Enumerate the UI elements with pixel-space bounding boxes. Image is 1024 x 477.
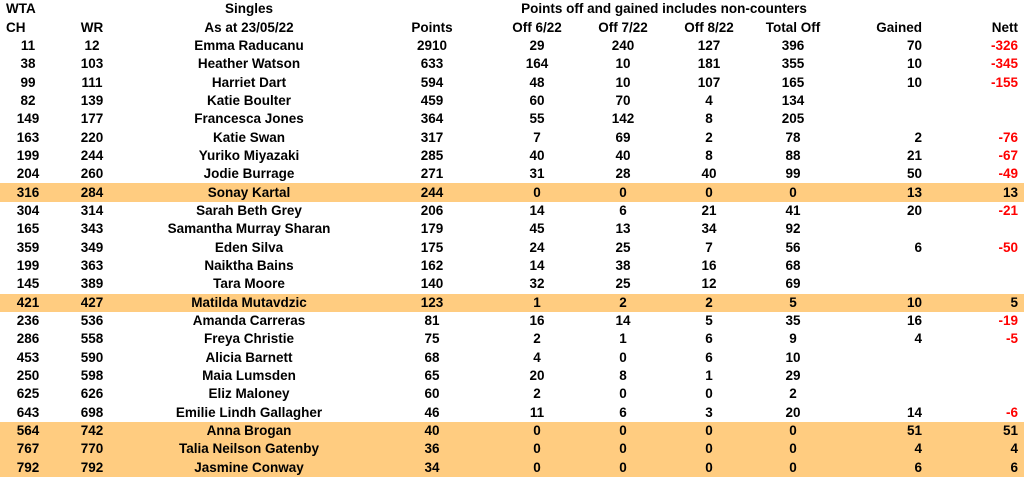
ch-cell: 316 [0,183,56,201]
total-off-cell: 41 [785,202,801,218]
wr-cell: 284 [56,183,128,201]
table-row [0,147,1024,165]
off-6-22-cell: 0 [494,440,580,458]
table-row [0,275,1024,293]
points-cell: 244 [370,183,494,201]
off-7-22-cell: 13 [615,221,631,237]
gained-cell: 10 [906,74,923,90]
player-name: Talia Neilson Gatenby [128,440,370,458]
gained-cell [834,275,930,293]
ch-cell: 11 [20,37,36,53]
ch-cell: 38 [20,56,36,72]
ch-cell: 149 [16,111,40,127]
off-7-22-cell: 25 [615,239,631,255]
player-name: Eden Silva [214,239,284,255]
table-row [0,110,1024,128]
points-cell: 81 [424,313,440,329]
points-cell: 123 [370,294,494,312]
table-row [0,459,1024,477]
nett-cell [930,349,1024,367]
nett-cell: -6 [1006,404,1019,420]
ch-cell: 199 [16,257,40,273]
total-off-cell: 5 [752,294,834,312]
off-7-22-cell: 0 [580,183,666,201]
wr-cell: 314 [80,202,104,218]
total-off-cell: 2 [789,386,797,402]
points-cell: 60 [424,386,440,402]
gained-cell [834,385,930,403]
off-7-22-cell: 8 [619,368,627,384]
table-row [0,55,1024,73]
player-name: Samantha Murray Sharan [167,221,331,237]
off-8-22-cell: 0 [666,440,752,458]
player-name: Anna Brogan [128,422,370,440]
points-cell: 271 [420,166,444,182]
off-6-22-cell: 60 [529,92,545,108]
ch-cell: 453 [16,349,40,365]
off-8-22-cell: 16 [701,257,717,273]
wr-cell: 389 [80,276,104,292]
player-name: Sonay Kartal [128,183,370,201]
table-row [0,202,1024,220]
off-7-22-cell: 142 [611,111,635,127]
player-name: Katie Swan [212,129,286,145]
off-8-22-cell: 40 [701,166,717,182]
nett-cell: 13 [930,183,1024,201]
off-7-22-cell: 2 [580,294,666,312]
off-8-22-cell: 8 [705,111,713,127]
header-singles: Singles [224,1,273,17]
player-name: Maia Lumsden [202,368,296,384]
wr-cell: 139 [80,92,104,108]
gained-cell [834,367,930,385]
points-cell: 75 [424,331,440,347]
table-row [0,238,1024,256]
nett-cell: -326 [990,37,1019,53]
ch-cell: 199 [16,147,40,163]
player-name: Jasmine Conway [128,459,370,477]
points-cell: 162 [420,257,444,273]
off-8-22-cell: 12 [701,276,717,292]
header-nett: Nett [991,19,1019,35]
table-row [0,440,1024,458]
total-off-cell: 9 [789,331,797,347]
table-row [0,220,1024,238]
off-6-22-cell: 31 [529,166,545,182]
header-gained: Gained [876,19,923,35]
total-off-cell: 396 [781,37,805,53]
off-7-22-cell: 40 [615,147,631,163]
total-off-cell: 78 [785,129,801,145]
total-off-cell: 69 [785,276,801,292]
header-points-note: Points off and gained includes non-counters [521,1,807,17]
player-name: Alicia Barnett [205,349,293,365]
wr-cell: 770 [56,440,128,458]
points-cell: 36 [370,440,494,458]
points-cell: 364 [420,111,444,127]
gained-cell: 13 [834,183,930,201]
off-6-22-cell: 32 [529,276,545,292]
table-row [0,385,1024,403]
ch-cell: 236 [16,313,40,329]
header-ch: CH [6,19,26,35]
player-name: Emma Raducanu [194,37,304,53]
off-6-22-cell: 0 [494,459,580,477]
total-off-cell: 0 [752,183,834,201]
off-6-22-cell: 4 [533,349,541,365]
total-off-cell: 29 [785,368,801,384]
off-7-22-cell: 6 [619,202,627,218]
off-7-22-cell: 6 [619,404,627,420]
off-6-22-cell: 0 [494,422,580,440]
gained-cell: 4 [834,440,930,458]
ch-cell: 145 [16,276,40,292]
total-off-cell: 10 [785,349,801,365]
nett-cell: -5 [1006,331,1019,347]
ch-cell: 250 [16,368,40,384]
off-8-22-cell: 21 [701,202,717,218]
total-off-cell: 0 [752,440,834,458]
total-off-cell: 355 [781,56,805,72]
wr-cell: 260 [80,166,104,182]
off-7-22-cell: 69 [615,129,631,145]
gained-cell: 6 [834,459,930,477]
off-8-22-cell: 0 [666,459,752,477]
ch-cell: 359 [16,239,40,255]
gained-cell: 20 [906,202,923,218]
off-8-22-cell: 4 [705,92,713,108]
header-off-6-22: Off 6/22 [512,19,562,35]
nett-cell: -76 [998,129,1019,145]
points-cell: 65 [424,368,440,384]
nett-cell [930,367,1024,385]
nett-cell [930,220,1024,238]
ch-cell: 286 [16,331,40,347]
player-name: Katie Boulter [206,92,291,108]
gained-cell [834,257,930,275]
off-8-22-cell: 2 [666,294,752,312]
table-row [0,165,1024,183]
player-name: Emilie Lindh Gallagher [175,404,323,420]
points-cell: 2910 [416,37,448,53]
points-cell: 179 [420,221,444,237]
table-row [0,92,1024,110]
header-row-top [0,0,1024,18]
nett-cell: -19 [998,313,1019,329]
off-6-22-cell: 24 [529,239,545,255]
off-6-22-cell: 40 [529,147,545,163]
gained-cell: 10 [834,294,930,312]
table-row [0,312,1024,330]
ch-cell: 99 [20,74,36,90]
off-8-22-cell: 3 [705,404,713,420]
nett-cell: 5 [930,294,1024,312]
gained-cell [834,349,930,367]
total-off-cell: 35 [785,313,801,329]
table-row [0,367,1024,385]
points-cell: 285 [420,147,444,163]
total-off-cell: 56 [785,239,801,255]
wr-cell: 698 [80,404,104,420]
off-8-22-cell: 1 [705,368,713,384]
wr-cell: 598 [80,368,104,384]
wr-cell: 349 [80,239,104,255]
total-off-cell: 68 [785,257,801,273]
off-8-22-cell: 7 [705,239,713,255]
wr-cell: 742 [56,422,128,440]
off-7-22-cell: 14 [615,313,631,329]
off-7-22-cell: 1 [619,331,627,347]
wr-cell: 536 [80,313,104,329]
off-7-22-cell: 0 [580,459,666,477]
header-wta: WTA [6,1,36,17]
gained-cell: 14 [906,404,923,420]
total-off-cell: 205 [781,111,805,127]
off-7-22-cell: 10 [615,74,631,90]
header-points: Points [411,19,453,35]
player-name: Tara Moore [213,276,285,292]
header-off-7-22: Off 7/22 [598,19,648,35]
off-7-22-cell: 28 [615,166,631,182]
off-7-22-cell: 25 [615,276,631,292]
ch-cell: 643 [16,404,40,420]
off-8-22-cell: 181 [697,56,721,72]
wr-cell: 558 [80,331,104,347]
off-8-22-cell: 0 [666,183,752,201]
header-off-8-22: Off 8/22 [684,19,734,35]
table-row [0,294,1024,312]
player-name: Eliz Maloney [208,386,290,402]
nett-cell: -50 [998,239,1019,255]
ch-cell: 82 [20,92,36,108]
off-6-22-cell: 2 [533,386,541,402]
off-6-22-cell: 45 [529,221,545,237]
player-name: Freya Christie [203,331,295,347]
player-name: Matilda Mutavdzic [128,294,370,312]
off-6-22-cell: 1 [494,294,580,312]
wr-cell: 111 [81,74,103,90]
ch-cell: 792 [0,459,56,477]
ch-cell: 165 [16,221,40,237]
gained-cell: 50 [906,166,923,182]
wr-cell: 220 [80,129,104,145]
ch-cell: 204 [16,166,40,182]
total-off-cell: 0 [752,459,834,477]
nett-cell [930,110,1024,128]
nett-cell: 4 [930,440,1024,458]
off-6-22-cell: 2 [533,331,541,347]
player-name: Jodie Burrage [203,166,295,182]
ch-cell: 163 [16,129,40,145]
points-cell: 34 [370,459,494,477]
nett-cell: 6 [930,459,1024,477]
gained-cell [834,110,930,128]
nett-cell: -49 [998,166,1019,182]
off-7-22-cell: 0 [580,422,666,440]
table-row [0,183,1024,201]
table-row [0,422,1024,440]
off-8-22-cell: 6 [705,331,713,347]
off-8-22-cell: 8 [705,147,713,163]
wr-cell: 103 [80,56,104,72]
off-8-22-cell: 34 [701,221,717,237]
points-cell: 68 [424,349,440,365]
wr-cell: 363 [80,257,104,273]
header-wr: WR [80,19,104,35]
player-name: Francesca Jones [194,111,304,127]
points-cell: 40 [370,422,494,440]
header-total-off: Total Off [765,19,821,35]
player-name: Amanda Carreras [192,313,306,329]
wr-cell: 244 [80,147,104,163]
off-6-22-cell: 164 [525,56,549,72]
wr-cell: 12 [84,37,100,53]
wr-cell: 343 [80,221,104,237]
gained-cell [834,220,930,238]
gained-cell: 2 [914,129,923,145]
total-off-cell: 20 [785,404,801,420]
off-6-22-cell: 29 [529,37,545,53]
player-name: Yuriko Miyazaki [198,147,300,163]
gained-cell: 70 [906,37,923,53]
nett-cell [930,92,1024,110]
nett-cell: -155 [990,74,1019,90]
off-7-22-cell: 10 [615,56,631,72]
ch-cell: 767 [0,440,56,458]
gained-cell [834,92,930,110]
table-row [0,404,1024,422]
ch-cell: 421 [0,294,56,312]
player-name: Harriet Dart [211,74,287,90]
wr-cell: 626 [80,386,104,402]
player-name: Naiktha Bains [204,257,294,273]
off-8-22-cell: 127 [697,37,721,53]
points-cell: 175 [420,239,444,255]
off-7-22-cell: 240 [611,37,635,53]
table-row [0,330,1024,348]
table-row [0,257,1024,275]
off-8-22-cell: 0 [705,386,713,402]
table-row [0,128,1024,146]
nett-cell: -67 [998,147,1019,163]
off-6-22-cell: 14 [529,202,545,218]
gained-cell: 51 [834,422,930,440]
total-off-cell: 99 [785,166,801,182]
ch-cell: 564 [0,422,56,440]
off-6-22-cell: 48 [529,74,545,90]
off-7-22-cell: 0 [619,349,627,365]
points-cell: 206 [420,202,444,218]
gained-cell: 16 [906,313,923,329]
off-6-22-cell: 14 [529,257,545,273]
table-row [0,73,1024,91]
player-name: Heather Watson [197,56,301,72]
nett-cell [930,275,1024,293]
gained-cell: 10 [906,56,923,72]
nett-cell [930,257,1024,275]
wr-cell: 427 [56,294,128,312]
gained-cell: 4 [914,331,923,347]
total-off-cell: 92 [785,221,801,237]
points-cell: 46 [424,404,440,420]
header-row-columns [0,18,1024,36]
off-8-22-cell: 6 [705,349,713,365]
off-7-22-cell: 70 [615,92,631,108]
ch-cell: 625 [16,386,40,402]
off-6-22-cell: 55 [529,111,545,127]
points-cell: 317 [420,129,444,145]
off-6-22-cell: 16 [529,313,545,329]
wr-cell: 792 [56,459,128,477]
total-off-cell: 134 [781,92,805,108]
table-row [0,349,1024,367]
nett-cell [930,385,1024,403]
total-off-cell: 165 [781,74,805,90]
nett-cell: 51 [930,422,1024,440]
off-7-22-cell: 0 [619,386,627,402]
header-as-at: As at 23/05/22 [204,19,294,35]
wr-cell: 177 [80,111,104,127]
off-8-22-cell: 5 [705,313,713,329]
nett-cell: -21 [998,202,1019,218]
total-off-cell: 0 [752,422,834,440]
points-cell: 140 [420,276,444,292]
points-cell: 633 [420,56,444,72]
wr-cell: 590 [80,349,104,365]
total-off-cell: 88 [785,147,801,163]
off-6-22-cell: 7 [533,129,541,145]
off-6-22-cell: 11 [529,404,545,420]
gained-cell: 6 [914,239,923,255]
off-8-22-cell: 2 [705,129,713,145]
gained-cell: 21 [906,147,923,163]
table-row [0,37,1024,55]
off-8-22-cell: 0 [666,422,752,440]
player-rows [0,37,1024,477]
off-8-22-cell: 107 [697,74,721,90]
player-name: Sarah Beth Grey [196,202,302,218]
points-cell: 594 [420,74,444,90]
off-6-22-cell: 0 [494,183,580,201]
nett-cell: -345 [990,56,1019,72]
off-7-22-cell: 38 [615,257,631,273]
off-6-22-cell: 20 [529,368,545,384]
off-7-22-cell: 0 [580,440,666,458]
ch-cell: 304 [16,202,40,218]
points-cell: 459 [420,92,444,108]
